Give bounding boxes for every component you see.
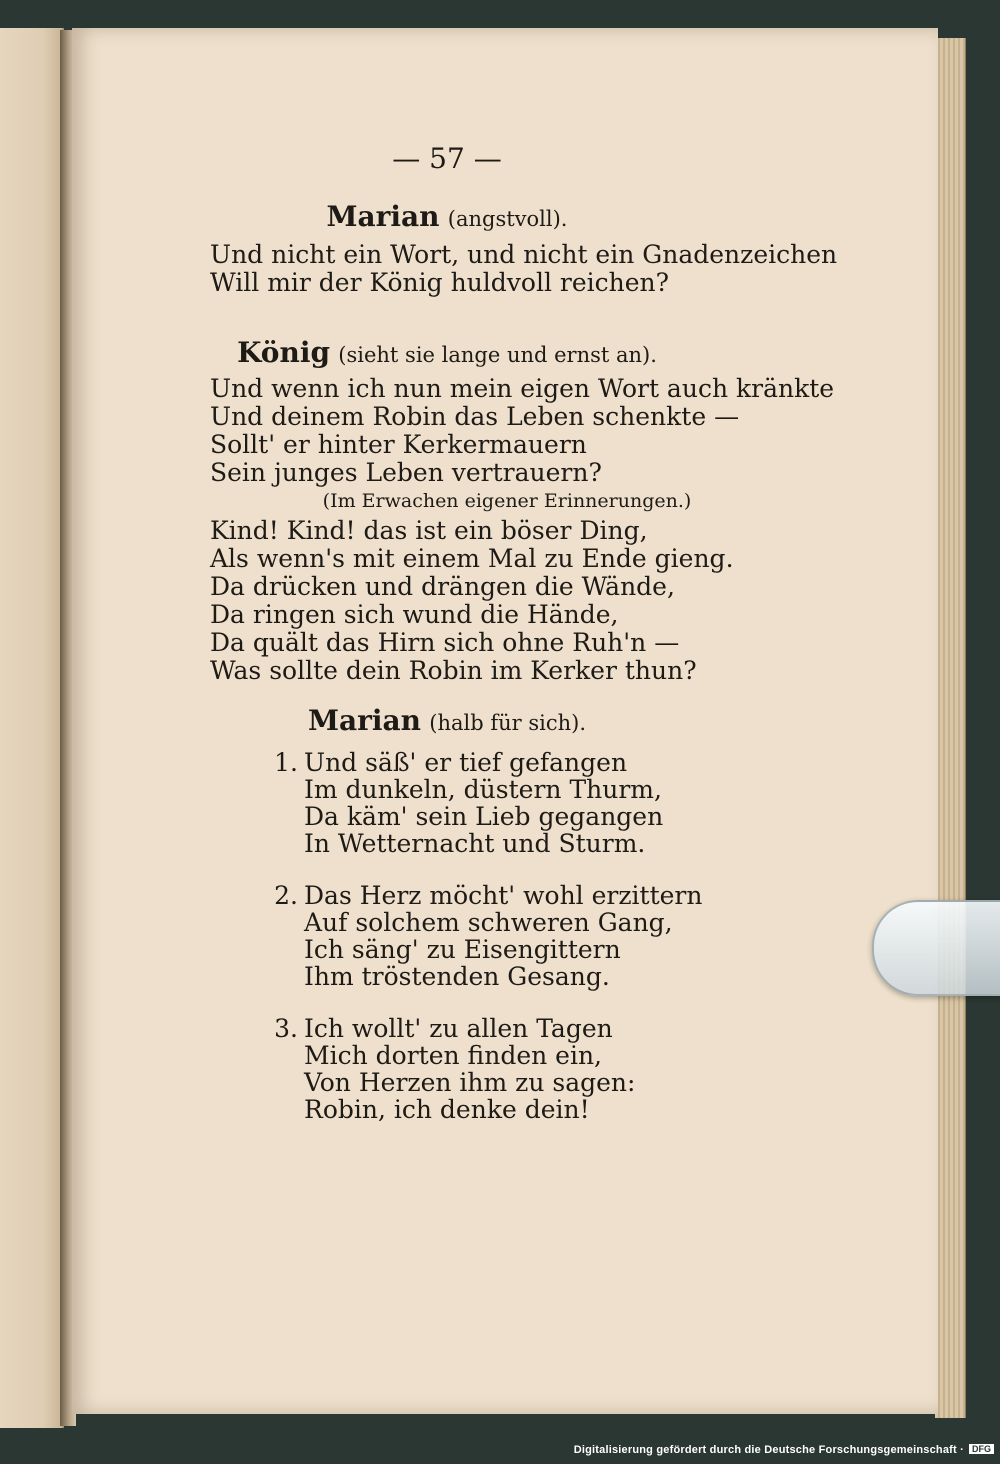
verse-line: Auf solchem schweren Gang, [304, 908, 673, 937]
text-line: Da quält das Hirn sich ohne Ruh'n — [210, 628, 680, 657]
speaker-name: König [237, 336, 331, 369]
text-line: Und nicht ein Wort, und nicht ein Gnadenzeichen [210, 240, 838, 269]
text-line: Sollt' er hinter Kerkermauern [210, 430, 587, 459]
verse-line: Ich säng' zu Eisengittern [304, 935, 621, 964]
page-text [72, 28, 938, 1414]
text-line: Und wenn ich nun mein eigen Wort auch kränkte [210, 374, 835, 403]
text-line: Da ringen sich wund die Hände, [210, 600, 619, 629]
dfg-logo: DFG [969, 1444, 994, 1454]
verse-line: Mich dorten finden ein, [304, 1041, 602, 1070]
verse-line: Da käm' sein Lieb gegangen [304, 802, 664, 831]
speaker-name: Marian [307, 704, 422, 737]
verse-number: 1. [274, 748, 298, 777]
verse-line: Robin, ich denke dein! [304, 1095, 590, 1124]
text-line: Als wenn's mit einem Mal zu Ende gieng. [210, 544, 734, 573]
speaker-heading [72, 336, 822, 369]
text-line: Was sollte dein Robin im Kerker thun? [210, 656, 697, 685]
stage-direction: (angstvoll). [447, 207, 568, 231]
verse-line: Im dunkeln, düstern Thurm, [304, 775, 662, 804]
digitization-credit: Digitalisierung gefördert durch die Deutsche Forschungsgemeinschaft · [573, 1444, 964, 1456]
text-line: Kind! Kind! das ist ein böser Ding, [210, 516, 648, 545]
verse-line: Und säß' er tief gefangen [304, 748, 628, 777]
left-page-edge [0, 28, 64, 1428]
text-line: Da drücken und drängen die Wände, [210, 572, 675, 601]
verse-number: 3. [274, 1014, 298, 1043]
verse-line: In Wetternacht und Sturm. [304, 829, 646, 858]
stage-direction-line: (Im Erwachen eigener Erinnerungen.) [322, 490, 692, 512]
stage-direction: (sieht sie lange und ernst an). [338, 343, 657, 367]
text-line: Will mir der König huldvoll reichen? [210, 268, 670, 297]
page-number: — 57 — [392, 142, 502, 175]
text-line: Und deinem Robin das Leben schenkte — [210, 402, 740, 431]
page-clip [872, 900, 1000, 996]
speaker-heading [72, 200, 822, 233]
page-stack-edge [935, 38, 966, 1418]
verse-line: Ihm tröstenden Gesang. [304, 962, 610, 991]
verse-line: Von Herzen ihm zu sagen: [304, 1068, 636, 1097]
verse-number: 2. [274, 881, 298, 910]
speaker-name: Marian [326, 200, 440, 233]
verse-line: Das Herz möcht' wohl erzittern [304, 881, 703, 910]
text-line: Sein junges Leben vertrauern? [210, 458, 602, 487]
stage-direction: (halb für sich). [429, 711, 587, 735]
verse-line: Ich wollt' zu allen Tagen [304, 1014, 613, 1043]
speaker-heading [72, 704, 822, 737]
